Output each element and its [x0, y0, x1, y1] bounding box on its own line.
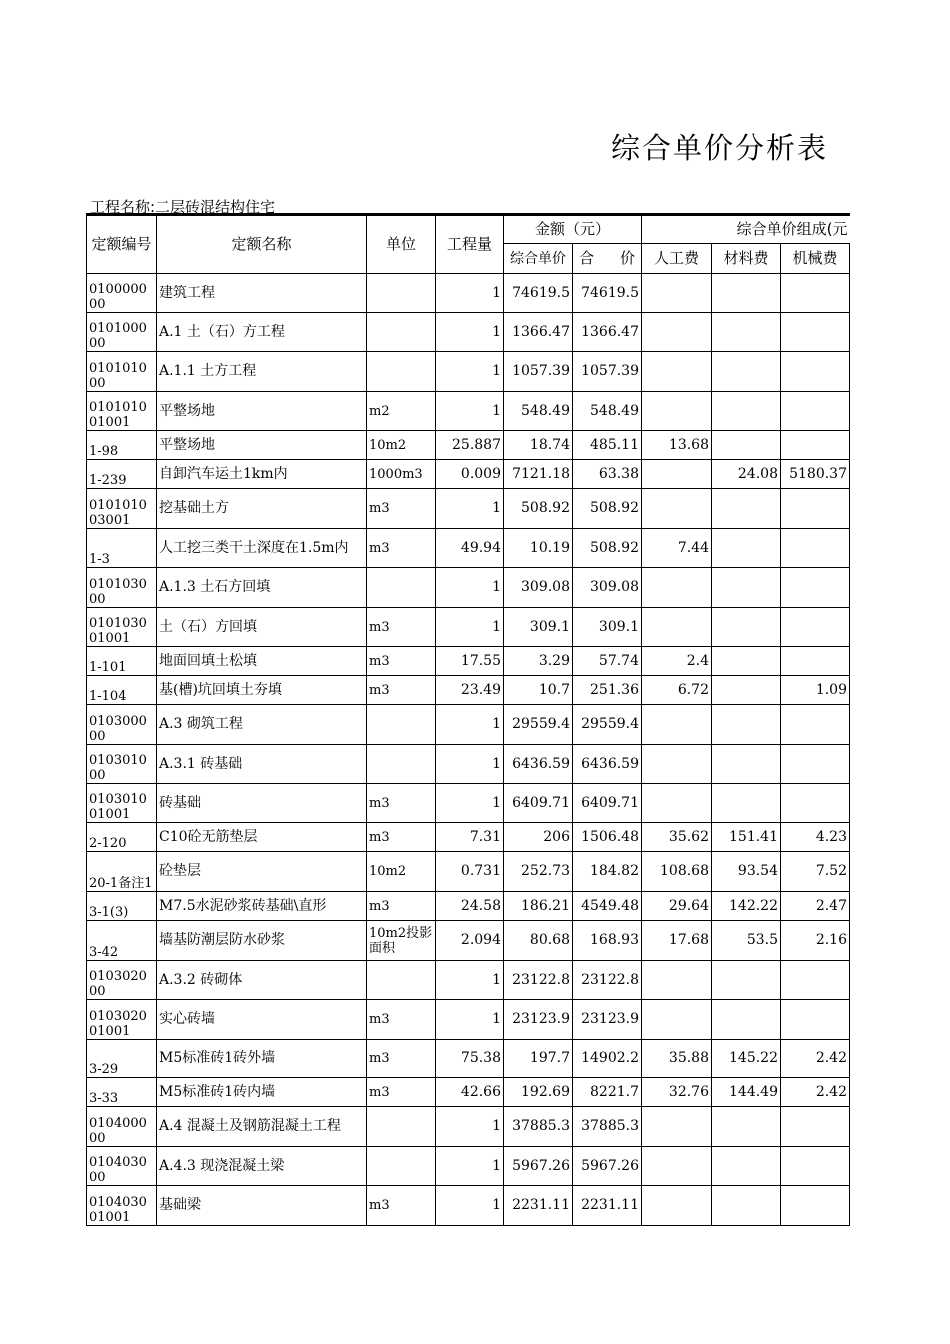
- cell-qty: 7.31: [436, 823, 504, 852]
- cell-material: [712, 1107, 781, 1147]
- cell-machine: 2.42: [781, 1040, 850, 1078]
- cell-machine: [781, 784, 850, 823]
- cell-qty: 17.55: [436, 647, 504, 676]
- header-quantity: 工程量: [436, 215, 504, 274]
- header-total-price: [573, 244, 642, 274]
- cell-labor: [642, 1000, 712, 1040]
- cell-machine: [781, 392, 850, 431]
- analysis-table: [86, 213, 850, 1226]
- cell-unit: m3: [367, 489, 436, 529]
- header-machine: 机械费: [781, 244, 850, 274]
- cell-machine: [781, 274, 850, 313]
- project-name: 工程名称:二层砖混结构住宅: [90, 198, 276, 216]
- cell-machine: [781, 1147, 850, 1186]
- cell-qty: 0.731: [436, 852, 504, 892]
- cell-labor: 108.68: [642, 852, 712, 892]
- cell-machine: [781, 647, 850, 676]
- cell-unit: [367, 274, 436, 313]
- cell-material: [712, 1186, 781, 1226]
- cell-total: 1366.47: [573, 313, 642, 352]
- cell-labor: [642, 313, 712, 352]
- cell-labor: 35.88: [642, 1040, 712, 1078]
- cell-code: 3-29: [87, 1040, 157, 1078]
- cell-material: [712, 352, 781, 392]
- cell-machine: [781, 1107, 850, 1147]
- cell-price: 23123.9: [504, 1000, 573, 1040]
- cell-machine: [781, 1186, 850, 1226]
- cell-total: 37885.3: [573, 1107, 642, 1147]
- cell-labor: [642, 1147, 712, 1186]
- cell-total: 485.11: [573, 431, 642, 460]
- cell-price: 186.21: [504, 892, 573, 921]
- cell-price: 508.92: [504, 489, 573, 529]
- cell-name: 自卸汽车运土1km内: [157, 460, 367, 489]
- cell-qty: 1: [436, 1000, 504, 1040]
- cell-labor: 6.72: [642, 676, 712, 705]
- cell-qty: 1: [436, 1186, 504, 1226]
- cell-labor: 29.64: [642, 892, 712, 921]
- table-row: [87, 823, 850, 852]
- cell-qty: 1: [436, 784, 504, 823]
- cell-unit: 10m2: [367, 431, 436, 460]
- cell-code: 010403000: [87, 1147, 157, 1186]
- table-row: [87, 392, 850, 431]
- cell-unit: [367, 352, 436, 392]
- cell-name: M7.5水泥砂浆砖基础\直形: [157, 892, 367, 921]
- cell-labor: [642, 568, 712, 608]
- cell-price: 6436.59: [504, 745, 573, 784]
- cell-unit: 10m2投影面积: [367, 921, 436, 961]
- cell-code: 010302001001: [87, 1000, 157, 1040]
- cell-labor: 32.76: [642, 1078, 712, 1107]
- table-row: [87, 431, 850, 460]
- table-row: [87, 1078, 850, 1107]
- table-row: [87, 1107, 850, 1147]
- table-body: [87, 274, 850, 1226]
- cell-labor: [642, 961, 712, 1000]
- cell-price: 80.68: [504, 921, 573, 961]
- table-row: [87, 745, 850, 784]
- cell-name: 地面回填土松填: [157, 647, 367, 676]
- cell-material: [712, 705, 781, 745]
- cell-machine: [781, 489, 850, 529]
- cell-code: 010302000: [87, 961, 157, 1000]
- page-title: 综合单价分析表: [611, 131, 829, 165]
- cell-labor: [642, 1107, 712, 1147]
- cell-total: 57.74: [573, 647, 642, 676]
- cell-material: [712, 745, 781, 784]
- cell-material: 144.49: [712, 1078, 781, 1107]
- cell-code: 3-42: [87, 921, 157, 961]
- cell-labor: 17.68: [642, 921, 712, 961]
- cell-material: [712, 784, 781, 823]
- cell-name: 实心砖墙: [157, 1000, 367, 1040]
- cell-code: 010103000: [87, 568, 157, 608]
- cell-qty: 25.887: [436, 431, 504, 460]
- cell-total: 1057.39: [573, 352, 642, 392]
- cell-price: 23122.8: [504, 961, 573, 1000]
- cell-name: 平整场地: [157, 431, 367, 460]
- cell-labor: [642, 274, 712, 313]
- cell-material: [712, 392, 781, 431]
- cell-name: 土（石）方回填: [157, 608, 367, 647]
- cell-price: 74619.5: [504, 274, 573, 313]
- table-row: [87, 1000, 850, 1040]
- cell-total: 5967.26: [573, 1147, 642, 1186]
- cell-price: 7121.18: [504, 460, 573, 489]
- cell-material: [712, 676, 781, 705]
- table-row: [87, 608, 850, 647]
- cell-material: 53.5: [712, 921, 781, 961]
- cell-material: [712, 489, 781, 529]
- cell-unit: 10m2: [367, 852, 436, 892]
- cell-labor: 7.44: [642, 529, 712, 568]
- cell-name: M5标准砖1砖内墙: [157, 1078, 367, 1107]
- cell-material: 93.54: [712, 852, 781, 892]
- cell-name: A.3 砌筑工程: [157, 705, 367, 745]
- cell-price: 2231.11: [504, 1186, 573, 1226]
- cell-name: 基(槽)坑回填土夯填: [157, 676, 367, 705]
- cell-name: 人工挖三类干土深度在1.5m内: [157, 529, 367, 568]
- table-row: [87, 460, 850, 489]
- cell-material: [712, 529, 781, 568]
- cell-code: 010101001001: [87, 392, 157, 431]
- cell-name: M5标准砖1砖外墙: [157, 1040, 367, 1078]
- cell-name: A.3.2 砖砌体: [157, 961, 367, 1000]
- cell-labor: 13.68: [642, 431, 712, 460]
- cell-qty: 75.38: [436, 1040, 504, 1078]
- cell-labor: [642, 745, 712, 784]
- cell-code: 1-101: [87, 647, 157, 676]
- cell-code: 010101000: [87, 352, 157, 392]
- cell-name: 砖基础: [157, 784, 367, 823]
- cell-total: 4549.48: [573, 892, 642, 921]
- cell-qty: 1: [436, 608, 504, 647]
- header-composition-group: 综合单价组成(元: [642, 215, 850, 244]
- cell-total: 14902.2: [573, 1040, 642, 1078]
- cell-code: 3-33: [87, 1078, 157, 1107]
- cell-unit: m3: [367, 1000, 436, 1040]
- cell-code: 010000000: [87, 274, 157, 313]
- table-row: [87, 529, 850, 568]
- cell-total: 309.1: [573, 608, 642, 647]
- header-code: 定额编号: [87, 215, 157, 274]
- cell-code: 010100000: [87, 313, 157, 352]
- cell-unit: m3: [367, 892, 436, 921]
- cell-machine: 5180.37: [781, 460, 850, 489]
- cell-labor: [642, 489, 712, 529]
- cell-total: 2231.11: [573, 1186, 642, 1226]
- cell-unit: m3: [367, 784, 436, 823]
- cell-unit: m3: [367, 1040, 436, 1078]
- cell-name: 基础梁: [157, 1186, 367, 1226]
- cell-material: [712, 1000, 781, 1040]
- cell-name: A.1 土（石）方工程: [157, 313, 367, 352]
- cell-qty: 1: [436, 392, 504, 431]
- cell-price: 10.7: [504, 676, 573, 705]
- cell-unit: m3: [367, 608, 436, 647]
- cell-name: A.1.3 土石方回填: [157, 568, 367, 608]
- table-row: [87, 1147, 850, 1186]
- cell-total: 251.36: [573, 676, 642, 705]
- cell-unit: m3: [367, 647, 436, 676]
- table-row: [87, 313, 850, 352]
- header-name: 定额名称: [157, 215, 367, 274]
- cell-machine: 2.47: [781, 892, 850, 921]
- cell-qty: 1: [436, 352, 504, 392]
- cell-machine: [781, 352, 850, 392]
- cell-machine: 2.16: [781, 921, 850, 961]
- table-row: [87, 892, 850, 921]
- cell-code: 010103001001: [87, 608, 157, 647]
- analysis-table-container: [86, 213, 850, 1226]
- cell-price: 197.7: [504, 1040, 573, 1078]
- cell-price: 309.08: [504, 568, 573, 608]
- cell-code: 010301001001: [87, 784, 157, 823]
- cell-machine: [781, 529, 850, 568]
- cell-machine: [781, 568, 850, 608]
- cell-total: 23122.8: [573, 961, 642, 1000]
- table-row: [87, 489, 850, 529]
- table-row: [87, 352, 850, 392]
- cell-price: 10.19: [504, 529, 573, 568]
- cell-unit: [367, 568, 436, 608]
- cell-material: [712, 1147, 781, 1186]
- cell-material: 24.08: [712, 460, 781, 489]
- cell-machine: [781, 431, 850, 460]
- cell-labor: [642, 784, 712, 823]
- cell-qty: 1: [436, 568, 504, 608]
- cell-material: [712, 647, 781, 676]
- cell-total: 168.93: [573, 921, 642, 961]
- cell-unit: m3: [367, 529, 436, 568]
- cell-unit: m3: [367, 676, 436, 705]
- cell-machine: 2.42: [781, 1078, 850, 1107]
- cell-total: 8221.7: [573, 1078, 642, 1107]
- cell-total: 508.92: [573, 489, 642, 529]
- cell-name: A.4 混凝土及钢筋混凝土工程: [157, 1107, 367, 1147]
- cell-unit: m3: [367, 823, 436, 852]
- cell-machine: 4.23: [781, 823, 850, 852]
- cell-price: 192.69: [504, 1078, 573, 1107]
- cell-machine: [781, 313, 850, 352]
- cell-material: 151.41: [712, 823, 781, 852]
- table-row: [87, 705, 850, 745]
- table-row: [87, 784, 850, 823]
- cell-total: 6409.71: [573, 784, 642, 823]
- cell-labor: 35.62: [642, 823, 712, 852]
- cell-code: 010101003001: [87, 489, 157, 529]
- cell-qty: 1: [436, 313, 504, 352]
- cell-name: 挖基础土方: [157, 489, 367, 529]
- cell-qty: 1: [436, 1107, 504, 1147]
- cell-unit: [367, 745, 436, 784]
- cell-total: 508.92: [573, 529, 642, 568]
- table-row: [87, 852, 850, 892]
- cell-machine: [781, 961, 850, 1000]
- header-material: 材料费: [712, 244, 781, 274]
- cell-unit: m3: [367, 1186, 436, 1226]
- cell-machine: 1.09: [781, 676, 850, 705]
- cell-total: 6436.59: [573, 745, 642, 784]
- cell-price: 18.74: [504, 431, 573, 460]
- cell-total: 184.82: [573, 852, 642, 892]
- cell-material: 142.22: [712, 892, 781, 921]
- cell-total: 74619.5: [573, 274, 642, 313]
- cell-unit: [367, 1107, 436, 1147]
- cell-unit: 1000m3: [367, 460, 436, 489]
- cell-price: 206: [504, 823, 573, 852]
- cell-machine: [781, 1000, 850, 1040]
- table-row: [87, 676, 850, 705]
- cell-price: 548.49: [504, 392, 573, 431]
- table-row: [87, 1186, 850, 1226]
- cell-qty: 1: [436, 274, 504, 313]
- table-row: [87, 568, 850, 608]
- cell-price: 29559.4: [504, 705, 573, 745]
- cell-qty: 42.66: [436, 1078, 504, 1107]
- table-row: [87, 961, 850, 1000]
- cell-qty: 1: [436, 489, 504, 529]
- cell-name: A.4.3 现浇混凝土梁: [157, 1147, 367, 1186]
- cell-unit: m2: [367, 392, 436, 431]
- header-total-a: 合: [579, 249, 595, 267]
- cell-name: C10砼无筋垫层: [157, 823, 367, 852]
- cell-unit: [367, 1147, 436, 1186]
- cell-material: 145.22: [712, 1040, 781, 1078]
- cell-labor: [642, 1186, 712, 1226]
- table-row: [87, 274, 850, 313]
- header-total-b: 价: [619, 249, 635, 267]
- cell-code: 010400000: [87, 1107, 157, 1147]
- cell-qty: 49.94: [436, 529, 504, 568]
- cell-code: 010300000: [87, 705, 157, 745]
- cell-labor: [642, 608, 712, 647]
- cell-code: 1-239: [87, 460, 157, 489]
- header-labor: 人工费: [642, 244, 712, 274]
- cell-total: 63.38: [573, 460, 642, 489]
- cell-labor: [642, 705, 712, 745]
- header-unit: 单位: [367, 215, 436, 274]
- cell-machine: [781, 745, 850, 784]
- cell-total: 1506.48: [573, 823, 642, 852]
- cell-qty: 1: [436, 705, 504, 745]
- cell-code: 3-1(3): [87, 892, 157, 921]
- cell-price: 3.29: [504, 647, 573, 676]
- cell-material: [712, 568, 781, 608]
- cell-unit: [367, 705, 436, 745]
- cell-machine: [781, 608, 850, 647]
- cell-labor: [642, 352, 712, 392]
- table-row: [87, 1040, 850, 1078]
- cell-code: 1-3: [87, 529, 157, 568]
- cell-material: [712, 961, 781, 1000]
- cell-qty: 0.009: [436, 460, 504, 489]
- cell-total: 23123.9: [573, 1000, 642, 1040]
- cell-code: 1-104: [87, 676, 157, 705]
- cell-name: A.1.1 土方工程: [157, 352, 367, 392]
- cell-material: [712, 274, 781, 313]
- cell-total: 309.08: [573, 568, 642, 608]
- table-row: [87, 921, 850, 961]
- cell-name: 建筑工程: [157, 274, 367, 313]
- cell-code: 010403001001: [87, 1186, 157, 1226]
- cell-code: 1-98: [87, 431, 157, 460]
- cell-qty: 24.58: [436, 892, 504, 921]
- cell-qty: 1: [436, 1147, 504, 1186]
- cell-material: [712, 313, 781, 352]
- cell-labor: 2.4: [642, 647, 712, 676]
- cell-price: 37885.3: [504, 1107, 573, 1147]
- cell-name: 平整场地: [157, 392, 367, 431]
- cell-code: 20-1备注1: [87, 852, 157, 892]
- cell-material: [712, 608, 781, 647]
- cell-qty: 23.49: [436, 676, 504, 705]
- cell-price: 5967.26: [504, 1147, 573, 1186]
- cell-qty: 1: [436, 961, 504, 1000]
- cell-code: 2-120: [87, 823, 157, 852]
- cell-price: 1366.47: [504, 313, 573, 352]
- cell-qty: 1: [436, 745, 504, 784]
- cell-unit: m3: [367, 1078, 436, 1107]
- cell-name: 墙基防潮层防水砂浆: [157, 921, 367, 961]
- cell-total: 548.49: [573, 392, 642, 431]
- table-row: [87, 647, 850, 676]
- cell-price: 1057.39: [504, 352, 573, 392]
- cell-unit: [367, 961, 436, 1000]
- cell-price: 6409.71: [504, 784, 573, 823]
- header-amount-group: 金额（元）: [504, 215, 642, 244]
- cell-unit: [367, 313, 436, 352]
- header-unit-price: 综合单价: [504, 244, 573, 274]
- cell-machine: [781, 705, 850, 745]
- cell-name: A.3.1 砖基础: [157, 745, 367, 784]
- cell-qty: 2.094: [436, 921, 504, 961]
- cell-machine: 7.52: [781, 852, 850, 892]
- cell-price: 252.73: [504, 852, 573, 892]
- cell-name: 砼垫层: [157, 852, 367, 892]
- cell-total: 29559.4: [573, 705, 642, 745]
- cell-price: 309.1: [504, 608, 573, 647]
- cell-labor: [642, 460, 712, 489]
- cell-labor: [642, 392, 712, 431]
- cell-code: 010301000: [87, 745, 157, 784]
- cell-material: [712, 431, 781, 460]
